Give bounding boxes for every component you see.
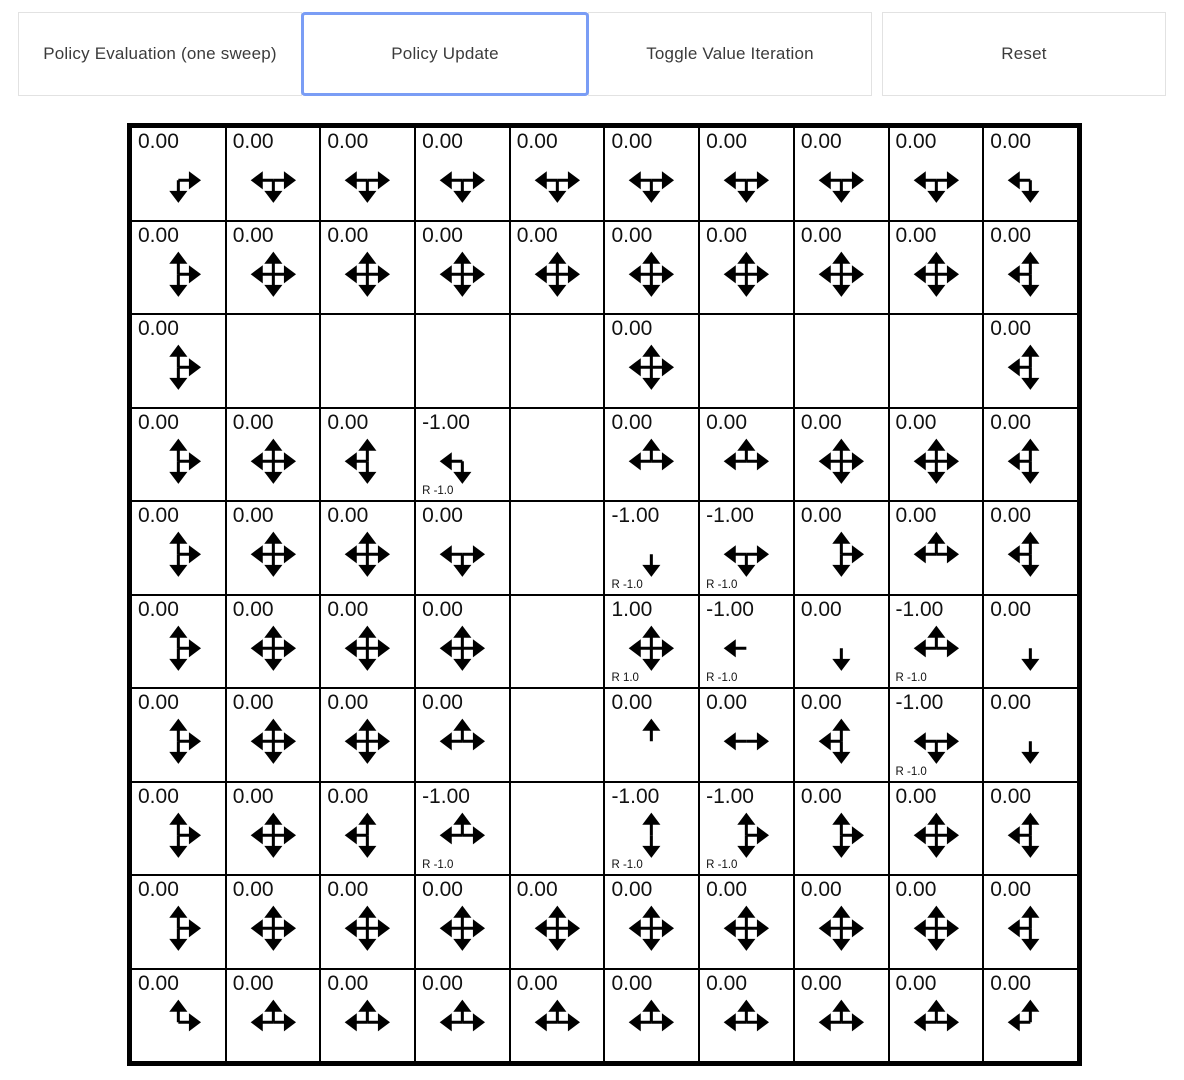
grid-cell[interactable] <box>604 782 699 876</box>
grid-cell[interactable] <box>510 127 605 221</box>
grid-cell[interactable] <box>320 221 415 315</box>
cell-value: 0.00 <box>232 504 274 527</box>
grid-cell[interactable] <box>510 595 605 689</box>
grid-cell[interactable] <box>983 221 1078 315</box>
cell-value: 0.00 <box>138 597 179 621</box>
grid-cell[interactable] <box>415 969 510 1063</box>
cell-value: 0.00 <box>138 317 179 340</box>
cell-value: 0.00 <box>800 130 842 153</box>
cell-value: 0.00 <box>516 130 558 153</box>
cell-value: 0.00 <box>138 504 179 527</box>
grid-cell[interactable] <box>983 875 1078 969</box>
grid-cell[interactable] <box>131 875 226 969</box>
grid-cell[interactable] <box>226 782 321 876</box>
reset-button[interactable] <box>882 12 1166 96</box>
gridworld-table <box>130 126 1079 1063</box>
grid-row <box>131 688 1078 782</box>
cell-value: 0.00 <box>422 971 463 995</box>
grid-cell[interactable] <box>415 595 510 689</box>
grid-cell[interactable] <box>889 314 984 408</box>
grid-cell[interactable] <box>510 688 605 782</box>
cell-value: 0.00 <box>232 691 274 714</box>
cell-value: 0.00 <box>611 223 653 247</box>
cell-value: 0.00 <box>138 223 179 247</box>
grid-cell[interactable] <box>699 782 794 876</box>
grid-cell[interactable] <box>320 314 415 408</box>
cell-reward: R -1.0 <box>611 578 643 591</box>
cell-value: -1.00 <box>895 691 944 714</box>
cell-value: 0.00 <box>990 410 1032 434</box>
grid-cell[interactable] <box>131 501 226 595</box>
cell-value: 0.00 <box>895 410 937 434</box>
grid-cell[interactable] <box>510 221 605 315</box>
cell-value: 0.00 <box>706 410 747 434</box>
grid-cell[interactable] <box>320 782 415 876</box>
cell-value: 0.00 <box>800 410 842 434</box>
grid-cell[interactable] <box>226 688 321 782</box>
cell-value: 0.00 <box>232 130 274 153</box>
cell-value: 0.00 <box>990 597 1032 621</box>
grid-cell[interactable] <box>320 501 415 595</box>
policy-update-label: Policy Update <box>391 44 499 63</box>
grid-row <box>131 408 1078 502</box>
cell-value: 0.00 <box>611 410 653 434</box>
cell-value: 0.00 <box>706 130 747 153</box>
cell-reward: R 1.0 <box>611 672 639 684</box>
grid-cell[interactable] <box>320 688 415 782</box>
grid-cell[interactable] <box>510 501 605 595</box>
grid-cell[interactable] <box>794 221 889 315</box>
grid-cell[interactable] <box>889 127 984 221</box>
grid-cell[interactable] <box>983 314 1078 408</box>
grid-cell[interactable] <box>983 501 1078 595</box>
grid-cell[interactable] <box>510 782 605 876</box>
cell-value: 0.00 <box>138 784 179 808</box>
grid-cell[interactable] <box>983 595 1078 689</box>
grid-cell[interactable] <box>604 408 699 502</box>
grid-cell[interactable] <box>510 408 605 502</box>
cell-value: 0.00 <box>990 878 1032 901</box>
cell-value: 0.00 <box>232 597 274 621</box>
cell-value: 0.00 <box>327 971 369 995</box>
grid-cell[interactable] <box>415 688 510 782</box>
grid-row <box>131 595 1078 689</box>
grid-cell[interactable] <box>889 501 984 595</box>
grid-cell[interactable] <box>794 969 889 1063</box>
toolbar <box>18 12 1166 96</box>
cell-value: -1.00 <box>611 504 660 527</box>
cell-value: 0.00 <box>516 971 558 995</box>
grid-cell[interactable] <box>794 595 889 689</box>
grid-cell[interactable] <box>889 782 984 876</box>
cell-value: 0.00 <box>138 130 179 153</box>
grid-cell[interactable] <box>226 221 321 315</box>
cell-value: 0.00 <box>990 317 1032 340</box>
cell-value: 0.00 <box>990 223 1032 247</box>
grid-cell[interactable] <box>699 127 794 221</box>
grid-cell[interactable] <box>794 875 889 969</box>
grid-row <box>131 782 1078 876</box>
cell-value: 0.00 <box>800 597 842 621</box>
cell-value: 0.00 <box>232 971 274 995</box>
cell-value: 0.00 <box>990 504 1032 527</box>
grid-cell[interactable] <box>699 314 794 408</box>
grid-cell[interactable] <box>889 408 984 502</box>
grid-cell[interactable] <box>983 127 1078 221</box>
grid-cell[interactable] <box>320 408 415 502</box>
grid-cell[interactable] <box>320 595 415 689</box>
grid-cell[interactable] <box>226 408 321 502</box>
cell-value: 0.00 <box>516 878 558 901</box>
cell-value: 0.00 <box>422 691 463 714</box>
cell-value: 0.00 <box>611 317 653 340</box>
cell-value: 0.00 <box>800 971 842 995</box>
grid-cell[interactable] <box>131 221 226 315</box>
grid-cell[interactable] <box>794 408 889 502</box>
grid-cell[interactable] <box>226 595 321 689</box>
cell-value: -1.00 <box>611 784 660 808</box>
grid-cell[interactable] <box>604 595 699 689</box>
cell-value: 0.00 <box>327 223 369 247</box>
reset-label: Reset <box>1001 44 1047 63</box>
cell-value: 0.00 <box>232 223 274 247</box>
cell-value: 0.00 <box>990 784 1032 808</box>
policy-evaluation-label: Policy Evaluation (one sweep) <box>43 44 277 63</box>
grid-cell[interactable] <box>320 875 415 969</box>
grid-cell[interactable] <box>226 969 321 1063</box>
cell-value: 0.00 <box>895 504 937 527</box>
grid-cell[interactable] <box>604 969 699 1063</box>
cell-value: -1.00 <box>706 504 754 527</box>
grid-cell[interactable] <box>415 221 510 315</box>
grid-cell[interactable] <box>131 595 226 689</box>
cell-value: 0.00 <box>895 223 937 247</box>
grid-cell[interactable] <box>889 221 984 315</box>
grid-cell[interactable] <box>510 969 605 1063</box>
grid-cell[interactable] <box>415 501 510 595</box>
cell-reward: R -1.0 <box>895 765 927 778</box>
grid-cell[interactable] <box>699 595 794 689</box>
grid-cell[interactable] <box>699 408 794 502</box>
cell-value: 0.00 <box>422 223 463 247</box>
grid-cell[interactable] <box>604 314 699 408</box>
grid-cell[interactable] <box>889 595 984 689</box>
cell-value: 0.00 <box>327 504 369 527</box>
grid-cell[interactable] <box>131 782 226 876</box>
grid-row <box>131 314 1078 408</box>
cell-value: 0.00 <box>706 691 747 714</box>
grid-cell[interactable] <box>131 314 226 408</box>
grid-cell[interactable] <box>699 501 794 595</box>
grid-row <box>131 875 1078 969</box>
cell-value: 0.00 <box>706 878 747 901</box>
cell-value: 0.00 <box>422 130 463 153</box>
cell-value: 0.00 <box>990 691 1032 714</box>
cell-value: 0.00 <box>138 691 179 714</box>
cell-value: -1.00 <box>895 597 944 621</box>
cell-reward: R -1.0 <box>422 485 454 497</box>
cell-value: 0.00 <box>232 784 274 808</box>
grid-cell[interactable] <box>699 688 794 782</box>
cell-value: 0.00 <box>327 784 369 808</box>
cell-value: 0.00 <box>516 223 558 247</box>
grid-row <box>131 127 1078 221</box>
grid-cell[interactable] <box>131 408 226 502</box>
grid-row <box>131 501 1078 595</box>
cell-value: 0.00 <box>138 878 179 901</box>
cell-value: 0.00 <box>611 130 653 153</box>
grid-cell[interactable] <box>131 127 226 221</box>
cell-value: 0.00 <box>422 597 463 621</box>
grid-cell[interactable] <box>794 688 889 782</box>
cell-value: 0.00 <box>990 130 1032 153</box>
cell-reward: R -1.0 <box>706 578 738 591</box>
cell-value: 0.00 <box>327 691 369 714</box>
cell-value: 0.00 <box>422 878 463 901</box>
cell-value: 0.00 <box>706 223 747 247</box>
cell-value: 0.00 <box>990 971 1032 995</box>
grid-cell[interactable] <box>604 127 699 221</box>
cell-value: 0.00 <box>800 504 842 527</box>
toggle-value-iteration-button[interactable] <box>588 12 872 96</box>
cell-reward: R -1.0 <box>706 859 738 871</box>
grid-cell[interactable] <box>604 875 699 969</box>
grid-cell[interactable] <box>415 875 510 969</box>
policy-evaluation-button[interactable] <box>18 12 302 96</box>
grid-cell[interactable] <box>131 688 226 782</box>
grid-cell[interactable] <box>604 688 699 782</box>
cell-value: 0.00 <box>327 878 369 901</box>
cell-value: 0.00 <box>800 691 842 714</box>
grid-row <box>131 969 1078 1063</box>
toolbar-gap <box>872 12 882 96</box>
cell-value: 0.00 <box>611 691 653 714</box>
cell-value: 0.00 <box>800 223 842 247</box>
cell-value: 0.00 <box>327 410 369 434</box>
grid-cell[interactable] <box>794 782 889 876</box>
grid-cell[interactable] <box>604 501 699 595</box>
grid-cell[interactable] <box>226 875 321 969</box>
cell-value: 0.00 <box>895 784 937 808</box>
policy-update-button[interactable] <box>301 12 589 96</box>
grid-cell[interactable] <box>604 221 699 315</box>
cell-value: 0.00 <box>138 410 179 434</box>
cell-value: 0.00 <box>232 410 274 434</box>
grid-cell[interactable] <box>889 875 984 969</box>
grid-cell[interactable] <box>226 501 321 595</box>
cell-value: 0.00 <box>232 878 274 901</box>
grid-cell[interactable] <box>983 408 1078 502</box>
cell-value: 0.00 <box>800 878 842 901</box>
cell-value: 0.00 <box>895 878 937 901</box>
cell-value: 0.00 <box>138 971 179 995</box>
grid-cell[interactable] <box>699 875 794 969</box>
grid-cell[interactable] <box>983 782 1078 876</box>
grid-cell[interactable] <box>415 782 510 876</box>
grid-cell[interactable] <box>415 127 510 221</box>
grid-cell[interactable] <box>320 969 415 1063</box>
cell-value: 0.00 <box>800 784 842 808</box>
cell-reward: R -1.0 <box>706 672 738 684</box>
grid-cell[interactable] <box>699 221 794 315</box>
grid-cell[interactable] <box>226 314 321 408</box>
grid-cell[interactable] <box>320 127 415 221</box>
cell-value: 0.00 <box>611 971 653 995</box>
grid-row <box>131 221 1078 315</box>
cell-value: 0.00 <box>895 971 937 995</box>
cell-value: -1.00 <box>706 784 754 808</box>
grid-cell[interactable] <box>415 314 510 408</box>
grid-cell[interactable] <box>131 969 226 1063</box>
grid-cell[interactable] <box>794 127 889 221</box>
cell-reward: R -1.0 <box>611 859 643 871</box>
toggle-value-iteration-label: Toggle Value Iteration <box>646 44 814 63</box>
grid-cell[interactable] <box>889 969 984 1063</box>
cell-reward: R -1.0 <box>422 859 454 871</box>
cell-value: -1.00 <box>422 784 470 808</box>
grid-cell[interactable] <box>794 314 889 408</box>
gridworld <box>127 123 1082 1066</box>
grid-cell[interactable] <box>983 688 1078 782</box>
cell-value: 1.00 <box>611 597 653 621</box>
cell-value: 0.00 <box>706 971 747 995</box>
grid-cell[interactable] <box>889 688 984 782</box>
cell-value: 0.00 <box>422 504 463 527</box>
cell-value: 0.00 <box>327 130 369 153</box>
grid-cell[interactable] <box>983 969 1078 1063</box>
grid-cell[interactable] <box>226 127 321 221</box>
grid-cell[interactable] <box>415 408 510 502</box>
cell-reward: R -1.0 <box>895 672 927 684</box>
cell-value: 0.00 <box>327 597 369 621</box>
cell-value: 0.00 <box>895 130 937 153</box>
cell-value: -1.00 <box>706 597 754 621</box>
grid-cell[interactable] <box>510 314 605 408</box>
cell-value: -1.00 <box>422 410 470 434</box>
cell-value: 0.00 <box>611 878 653 901</box>
grid-cell[interactable] <box>510 875 605 969</box>
grid-cell[interactable] <box>699 969 794 1063</box>
grid-cell[interactable] <box>794 501 889 595</box>
